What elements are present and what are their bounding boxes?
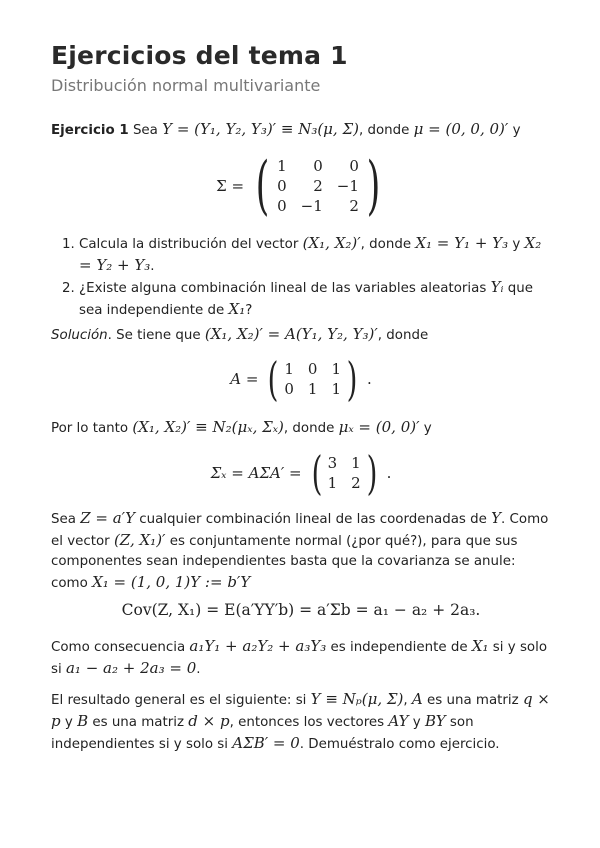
math-independence-condition: AΣB′ = 0 [232,734,300,752]
text-fragment: Sea [132,123,158,138]
math-def-y: Y = (Y₁, Y₂, Y₃)′ ≡ N₃(μ, Σ) [162,120,359,138]
question-2 [79,277,551,321]
math-y-dist: Y ≡ Nₚ(μ, Σ) [310,690,404,708]
text-fragment: . [366,370,372,388]
math-x1: X₁ [471,637,489,655]
text-fragment: . [150,259,155,274]
math-by: BY [425,712,446,730]
text-fragment: , [403,693,412,708]
text-fragment: . Demuéstralo como ejercicio. [299,737,500,752]
consequence-paragraph [51,636,551,680]
text-fragment: . [386,464,392,482]
matrix-cell: 1 [331,360,342,378]
math-mu-x: μₓ = (0, 0)′ [338,418,420,436]
text-fragment: si y solo si [51,640,548,677]
matrix-cell: 1 [284,360,294,378]
left-paren: ( [311,446,323,500]
matrix-cell: 1 [327,474,338,492]
text-fragment: Calcula la distribución del vector [79,237,303,252]
text-fragment: Por lo tanto [51,421,133,436]
text-fragment: son independientes si y solo si [51,715,474,752]
matrix-cell: 2 [313,177,323,195]
math-transform: (X₁, X₂)′ = A(Y₁, Y₂, Y₃)′ [204,325,378,343]
text-fragment: , donde [283,421,339,436]
math-x1-def: X₁ = (1, 0, 1)Y := b′Y [92,573,251,591]
text-fragment: , donde [360,237,416,252]
math-b: B [77,712,89,730]
sigma-x-lhs: Σₓ = AΣA′ = [210,464,302,482]
solution-label: Solución [51,328,108,343]
math-combination: a₁Y₁ + a₂Y₂ + a₃Y₃ [189,637,327,655]
math-y: Y [491,509,502,527]
math-vector: (Z, X₁)′ [113,531,166,549]
sigma-matrix [250,149,386,223]
math-q-by-p: q × p [51,690,550,730]
solution-intro [51,324,551,346]
text-fragment: cualquier combinación lineal de las coordenadas de [134,512,492,527]
question-1 [79,233,551,277]
matrix-grid [282,360,343,398]
text-fragment: y [419,421,432,436]
text-fragment: Como consecuencia [51,640,190,655]
left-paren: ( [268,352,279,406]
exercise-label: Ejercicio 1 [51,123,129,138]
exercise-statement [51,119,551,141]
text-fragment: es una matriz [88,715,189,730]
math-yi: Yᵢ [490,278,504,296]
math-x1: X₁ [228,300,246,318]
text-fragment: y [408,715,425,730]
right-paren: ) [346,352,358,406]
text-fragment: , donde [377,328,429,343]
math-x2: X₂ = Y₂ + Y₃ [79,234,542,274]
matrix-cell: 2 [349,197,359,215]
matrix-cell: 2 [351,474,361,492]
matrix-cell: −1 [336,177,359,195]
text-fragment: es una matriz [422,693,523,708]
text-fragment: , entonces los vectores [229,715,389,730]
math-x1: X₁ = Y₁ + Y₃ [415,234,509,252]
text-fragment: y [60,715,78,730]
right-paren: ) [366,446,378,500]
right-paren: ) [366,149,381,223]
sigma-lhs: Σ = [216,177,245,195]
matrix-cell: 1 [277,157,287,175]
text-fragment: es independiente de [326,640,472,655]
text-fragment: El resultado general es el siguiente: si [51,693,311,708]
therefore-paragraph [51,417,551,439]
a-lhs: A = [230,370,259,388]
matrix-cell: 0 [284,380,294,398]
a-matrix [264,352,361,406]
text-fragment: es conjuntamente normal (¿por qué?), para que sus componentes sean independientes basta que la covarianza se anule: como [51,534,518,591]
math-ay: AY [388,712,409,730]
text-fragment: que sea independiente de [79,281,533,318]
matrix-cell: 0 [277,197,287,215]
text-fragment: Sea [51,512,81,527]
general-result-paragraph [51,689,551,755]
sigma-equation [51,149,551,223]
matrix-cell: 3 [327,454,338,472]
math-vector: (X₁, X₂)′ [302,234,361,252]
text-fragment: , donde [358,123,410,138]
page-subtitle: Distribución normal multivariante [51,76,321,95]
text-fragment: . [196,662,201,677]
math-condition: a₁ − a₂ + 2a₃ = 0 [65,659,197,677]
matrix-cell: 1 [351,454,361,472]
text-fragment: ? [245,303,253,318]
matrix-cell: 0 [349,157,359,175]
a-matrix-equation [51,352,551,406]
page-title: Ejercicios del tema 1 [51,41,348,70]
sigma-x-matrix [308,446,381,500]
covariance-equation [51,601,551,619]
math-d-by-p: d × p [188,712,230,730]
matrix-cell: 0 [307,360,318,378]
math-distribution: (X₁, X₂)′ ≡ N₂(μₓ, Σₓ) [132,418,284,436]
questions-list [51,233,551,321]
matrix-cell: 0 [277,177,287,195]
text-fragment: ¿Existe alguna combinación lineal de las variables aleatorias [79,281,491,296]
matrix-grid [326,454,363,492]
text-fragment: . Como el vector [51,512,549,549]
math-z: Z = a′Y [80,509,135,527]
linear-combination-paragraph [51,508,551,594]
sigma-x-equation [51,446,551,500]
matrix-cell: 1 [307,380,318,398]
text-fragment: . Se tiene que [107,328,205,343]
text-fragment: y [508,237,521,252]
math-def-mu: μ = (0, 0, 0)′ [413,120,509,138]
matrix-cell: 0 [313,157,323,175]
left-paren: ( [255,149,270,223]
matrix-cell: 1 [331,380,342,398]
math-a: A [411,690,423,708]
matrix-cell: −1 [300,197,323,215]
matrix-grid [275,157,361,215]
text-fragment: y [508,123,521,138]
math-covariance: Cov(Z, X₁) = E(a′YY′b) = a′Σb = a₁ − a₂ + 2a₃. [121,601,481,619]
